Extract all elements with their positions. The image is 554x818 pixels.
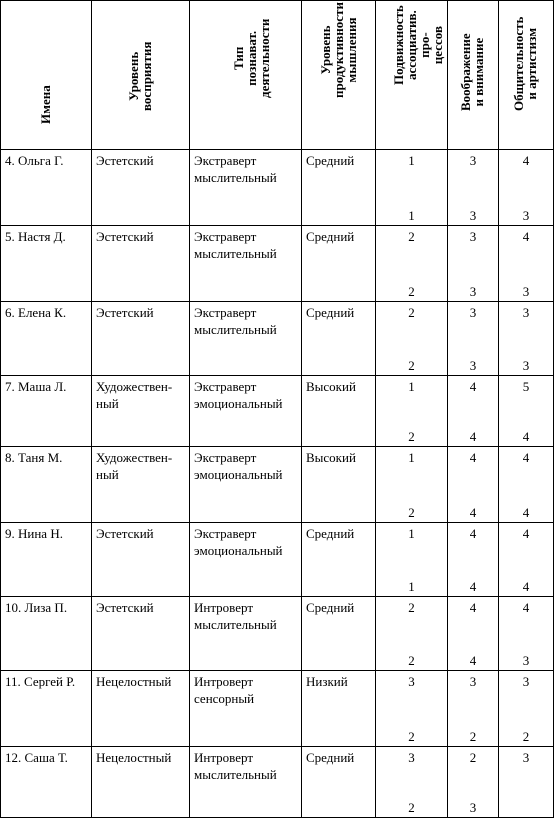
cell-sociability <box>499 447 554 523</box>
value-top: 2 <box>408 305 415 320</box>
header-name-label: Имена <box>38 85 53 124</box>
value-bottom: 1 <box>408 579 415 594</box>
table-row <box>1 523 554 597</box>
cell-imagination <box>448 523 499 597</box>
value-top: 4 <box>469 450 477 465</box>
value-top: 3 <box>469 674 477 689</box>
value-top: 2 <box>469 750 477 765</box>
value-bottom: 3 <box>469 358 477 373</box>
header-mobility <box>376 1 448 150</box>
table-row <box>1 376 554 447</box>
value-top: 1 <box>408 153 415 168</box>
cell-perception: Художествен-ный <box>92 447 190 523</box>
cell-mobility <box>376 226 448 302</box>
value-bottom: 2 <box>408 800 415 815</box>
cell-cognitive-type: Экстраверт мыслительный <box>190 302 302 376</box>
cell-cognitive-type: Интроверт мыслительный <box>190 747 302 818</box>
value-bottom: 4 <box>469 653 477 668</box>
cell-sociability <box>499 671 554 747</box>
header-imagination <box>448 1 499 150</box>
cell-sociability <box>499 747 554 818</box>
cell-mobility <box>376 523 448 597</box>
header-cognitive-type-label: Тип познават. деятельности <box>230 18 272 98</box>
cell-mobility <box>376 302 448 376</box>
value-bottom: 4 <box>469 579 477 594</box>
cell-cognitive-type: Экстраверт мыслительный <box>190 150 302 226</box>
cell-cognitive-type: Экстраверт эмоциональный <box>190 447 302 523</box>
value-bottom: 2 <box>408 358 415 373</box>
cell-name: 6. Елена К. <box>1 302 92 376</box>
table-row <box>1 302 554 376</box>
value-bottom: 3 <box>522 653 530 668</box>
cell-name: 12. Саша Т. <box>1 747 92 818</box>
table-row <box>1 226 554 302</box>
cell-name: 11. Сергей Р. <box>1 671 92 747</box>
cell-productivity: Средний <box>302 597 376 671</box>
value-bottom: 2 <box>408 729 415 744</box>
cell-productivity: Средний <box>302 747 376 818</box>
header-name <box>1 1 92 150</box>
table-row <box>1 597 554 671</box>
value-top: 4 <box>522 153 530 168</box>
value-top: 3 <box>522 674 530 689</box>
cell-productivity: Средний <box>302 523 376 597</box>
cell-productivity: Низкий <box>302 671 376 747</box>
cell-productivity: Средний <box>302 226 376 302</box>
cell-sociability <box>499 226 554 302</box>
value-top: 4 <box>522 526 530 541</box>
value-bottom: 2 <box>522 729 530 744</box>
cell-perception: Эстетский <box>92 150 190 226</box>
header-sociability-label: Общительность и артистизм <box>511 16 539 111</box>
value-top: 4 <box>469 379 477 394</box>
cell-productivity: Высокий <box>302 447 376 523</box>
cell-sociability <box>499 302 554 376</box>
header-productivity-label: Уровень продуктивности мышления <box>317 2 359 98</box>
cell-cognitive-type: Интроверт мыслительный <box>190 597 302 671</box>
table-row <box>1 747 554 818</box>
header-perception-label: Уровень восприятия <box>125 41 154 111</box>
value-top: 5 <box>522 379 530 394</box>
cell-productivity: Средний <box>302 150 376 226</box>
cell-sociability <box>499 150 554 226</box>
cell-sociability <box>499 523 554 597</box>
cell-name: 8. Таня М. <box>1 447 92 523</box>
value-top: 3 <box>469 153 477 168</box>
value-top: 1 <box>408 450 415 465</box>
cell-imagination <box>448 302 499 376</box>
value-top: 2 <box>408 600 415 615</box>
value-top: 3 <box>522 305 530 320</box>
value-bottom: 2 <box>408 653 415 668</box>
cell-cognitive-type: Экстраверт эмоциональный <box>190 376 302 447</box>
cell-mobility <box>376 671 448 747</box>
cell-cognitive-type: Экстраверт мыслительный <box>190 226 302 302</box>
cell-name: 4. Ольга Г. <box>1 150 92 226</box>
header-sociability <box>499 1 554 150</box>
table-row <box>1 150 554 226</box>
cell-perception: Нецелостный <box>92 747 190 818</box>
cell-productivity: Высокий <box>302 376 376 447</box>
value-bottom: 4 <box>522 579 530 594</box>
value-bottom: 2 <box>408 429 415 444</box>
value-bottom: 3 <box>522 284 530 299</box>
value-top: 3 <box>522 750 530 765</box>
value-bottom: 3 <box>522 208 530 223</box>
cell-cognitive-type: Экстраверт эмоциональный <box>190 523 302 597</box>
value-top: 3 <box>408 750 415 765</box>
header-cognitive-type <box>190 1 302 150</box>
cell-imagination <box>448 747 499 818</box>
value-bottom: 2 <box>408 284 415 299</box>
table-row <box>1 671 554 747</box>
cell-mobility <box>376 447 448 523</box>
cell-name: 5. Настя Д. <box>1 226 92 302</box>
value-bottom: 3 <box>469 284 477 299</box>
cell-imagination <box>448 671 499 747</box>
value-bottom: 3 <box>469 800 477 815</box>
header-row <box>1 1 554 150</box>
value-top: 2 <box>408 229 415 244</box>
value-top: 3 <box>469 229 477 244</box>
cell-mobility <box>376 597 448 671</box>
cell-imagination <box>448 150 499 226</box>
value-bottom: 4 <box>469 505 477 520</box>
value-top: 1 <box>408 526 415 541</box>
cell-sociability <box>499 376 554 447</box>
cell-name: 10. Лиза П. <box>1 597 92 671</box>
value-top: 1 <box>408 379 415 394</box>
cell-perception: Эстетский <box>92 302 190 376</box>
value-bottom: 2 <box>408 505 415 520</box>
value-top: 4 <box>522 600 530 615</box>
value-bottom: 4 <box>469 429 477 444</box>
header-productivity <box>302 1 376 150</box>
value-top: 4 <box>522 450 530 465</box>
header-perception <box>92 1 190 150</box>
header-mobility-label: Подвижность ассоциатив. про- цессов <box>390 5 445 85</box>
cell-imagination <box>448 226 499 302</box>
value-bottom: 4 <box>522 505 530 520</box>
value-top: 3 <box>408 674 415 689</box>
cell-perception: Эстетский <box>92 597 190 671</box>
value-top: 4 <box>522 229 530 244</box>
cell-perception: Эстетский <box>92 523 190 597</box>
value-bottom: 2 <box>469 729 477 744</box>
cell-cognitive-type: Интроверт сенсорный <box>190 671 302 747</box>
cell-productivity: Средний <box>302 302 376 376</box>
value-bottom: 4 <box>522 429 530 444</box>
cell-imagination <box>448 447 499 523</box>
cell-perception: Нецелостный <box>92 671 190 747</box>
cell-perception: Эстетский <box>92 226 190 302</box>
value-bottom: 3 <box>522 358 530 373</box>
cell-name: 9. Нина Н. <box>1 523 92 597</box>
cell-mobility <box>376 150 448 226</box>
header-imagination-label: Воображение и внимание <box>458 33 486 111</box>
cell-mobility <box>376 747 448 818</box>
value-top: 4 <box>469 526 477 541</box>
cell-imagination <box>448 597 499 671</box>
value-top: 3 <box>469 305 477 320</box>
value-bottom: 3 <box>469 208 477 223</box>
table-row <box>1 447 554 523</box>
cell-name: 7. Маша Л. <box>1 376 92 447</box>
value-bottom: 1 <box>408 208 415 223</box>
cell-sociability <box>499 597 554 671</box>
cell-imagination <box>448 376 499 447</box>
cell-perception: Художествен-ный <box>92 376 190 447</box>
value-top: 4 <box>469 600 477 615</box>
cell-mobility <box>376 376 448 447</box>
